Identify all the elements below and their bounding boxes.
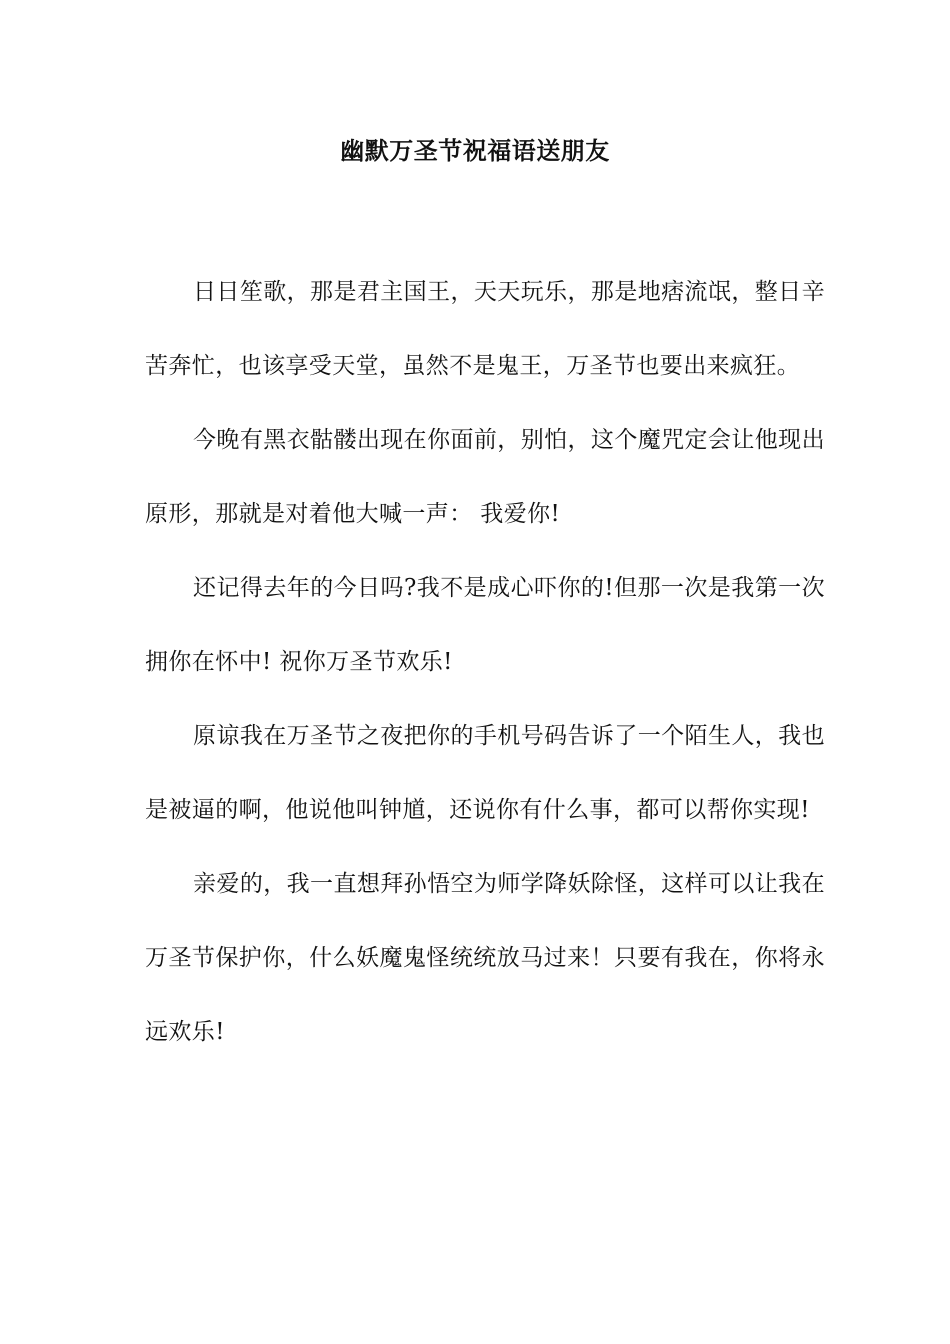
paragraph-1: 日日笙歌，那是君主国王，天天玩乐，那是地痞流氓，整日辛苦奔忙，也该享受天堂，虽然不是鬼王，万圣节也要出来疯狂。 <box>145 279 825 379</box>
paragraph-4: 原谅我在万圣节之夜把你的手机号码告诉了一个陌生人，我也是被逼的啊，他说他叫钟馗，还说你有什么事，都可以帮你实现! <box>145 723 825 823</box>
paragraph-2: 今晚有黑衣骷髅出现在你面前，别怕，这个魔咒定会让他现出原形，那就是对着他大喊一声： 我爱你! <box>145 427 825 527</box>
paragraph-3: 还记得去年的今日吗?我不是成心吓你的!但那一次是我第一次拥你在怀中! 祝你万圣节欢乐! <box>145 575 825 675</box>
document-body <box>145 255 825 1069</box>
document-title: 幽默万圣节祝福语送朋友 <box>340 136 610 165</box>
paragraph-5: 亲爱的，我一直想拜孙悟空为师学降妖除怪，这样可以让我在万圣节保护你，什么妖魔鬼怪统统放马过来！只要有我在，你将永远欢乐! <box>145 871 825 1045</box>
